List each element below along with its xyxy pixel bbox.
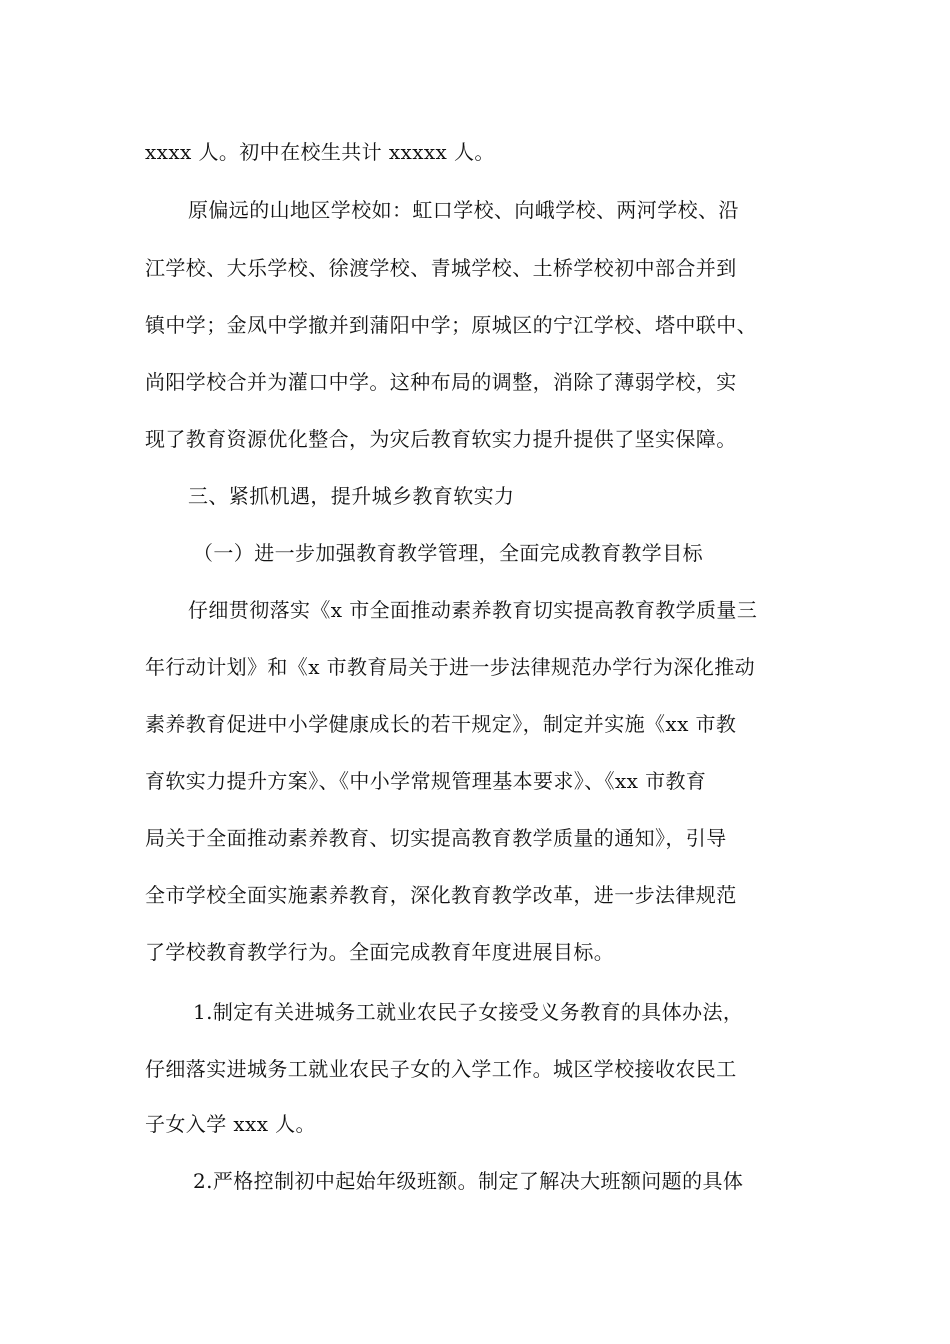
paragraph-line: 江学校、大乐学校、徐渡学校、青城学校、土桥学校初中部合并到: [145, 256, 737, 280]
text-line: xxxx 人。初中在校生共计 xxxxx 人。: [145, 140, 495, 164]
list-item-line: 1.制定有关进城务工就业农民子女接受义务教育的具体办法，: [193, 1000, 744, 1024]
list-item-line: 子女入学 xxx 人。: [145, 1112, 316, 1136]
paragraph-line: 原偏远的山地区学校如：虹口学校、向峨学校、两河学校、沿: [188, 198, 739, 222]
paragraph-line: 现了教育资源优化整合，为灾后教育软实力提升提供了坚实保障。: [145, 427, 737, 451]
paragraph-line: 尚阳学校合并为灌口中学。这种布局的调整，消除了薄弱学校，实: [145, 370, 737, 394]
paragraph-line: 镇中学；金凤中学撤并到蒲阳中学；原城区的宁江学校、塔中联中、: [145, 313, 757, 337]
paragraph-line: 年行动计划》和《x 市教育局关于进一步法律规范办学行为深化推动: [145, 655, 756, 679]
list-item-line: 仔细落实进城务工就业农民子女的入学工作。城区学校接收农民工: [145, 1057, 737, 1081]
paragraph-line: 了学校教育教学行为。全面完成教育年度进展目标。: [145, 940, 615, 964]
paragraph-line: 局关于全面推动素养教育、切实提高教育教学质量的通知》，引导: [145, 826, 727, 850]
subsection-heading: （一）进一步加强教育教学管理，全面完成教育教学目标: [193, 541, 703, 565]
paragraph-line: 育软实力提升方案》、《中小学常规管理基本要求》、《xx 市教育: [145, 769, 707, 793]
section-heading: 三、紧抓机遇，提升城乡教育软实力: [188, 484, 515, 508]
paragraph-line: 仔细贯彻落实《x 市全面推动素养教育切实提高教育教学质量三: [188, 598, 758, 622]
paragraph-line: 素养教育促进中小学健康成长的若干规定》，制定并实施《xx 市教: [145, 712, 737, 736]
list-item-line: 2.严格控制初中起始年级班额。制定了解决大班额问题的具体: [193, 1169, 744, 1193]
paragraph-line: 全市学校全面实施素养教育，深化教育教学改革，进一步法律规范: [145, 883, 737, 907]
